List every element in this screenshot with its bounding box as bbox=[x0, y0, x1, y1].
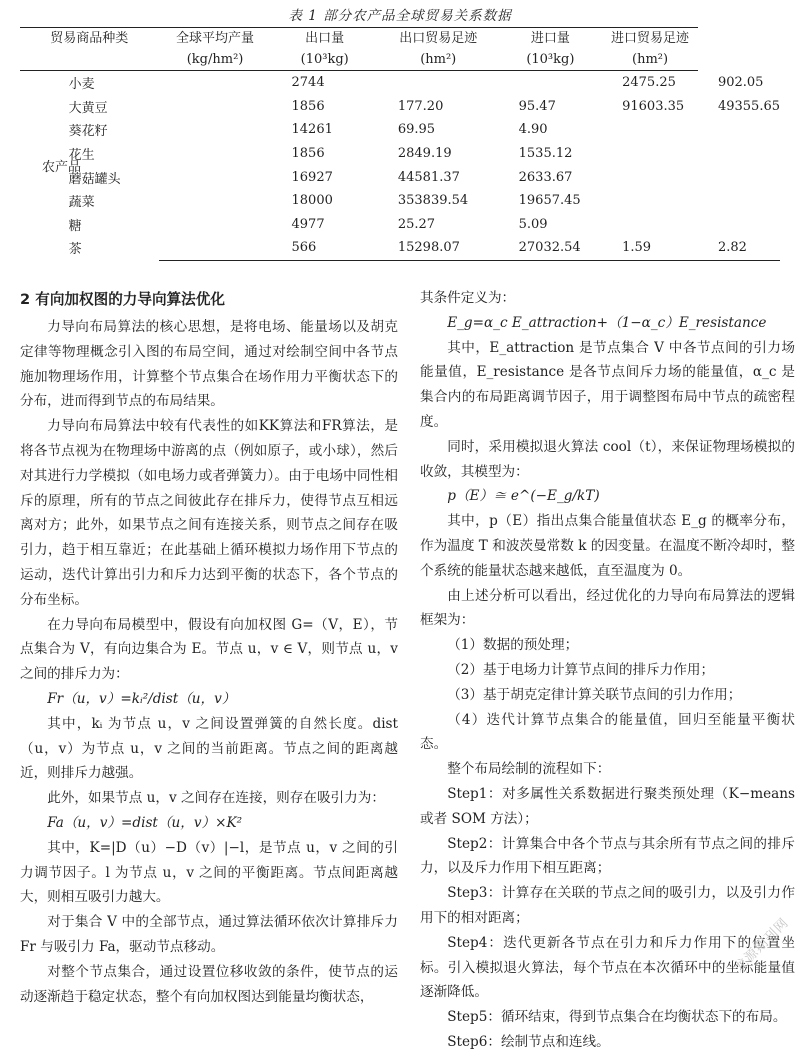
formula: E_g=α_c E_attraction+（1−α_c）E_resistance bbox=[447, 314, 767, 331]
table-row bbox=[20, 165, 780, 189]
value-cell: 2849.19 bbox=[397, 146, 452, 162]
commodity-name-cell: 蘑菇罐头 bbox=[68, 171, 121, 187]
table-row bbox=[20, 95, 780, 119]
header-cell: 进口贸易足迹 (hm²) bbox=[602, 28, 698, 71]
paragraph: （3）基于胡克定律计算关联节点间的引力作用； bbox=[447, 686, 742, 703]
value-cell: 15298.07 bbox=[378, 236, 499, 260]
table-header-row bbox=[20, 28, 780, 71]
paragraph: 力导向布局算法中较有代表性的如KK算法和FR算法，是将各节点视为在物理场中游离的点（例如原子，或小球），然后对其进行力学模拟（如电场力或者弹簧力）。由于电场中同性相斥的原理，所有的节点之间彼此存在排斥力，使得节点互相远离对方；此外，如果节点之间有连接关系，则节点之间存在吸引力，趋于相互靠近；在此基础上循环模拟力场作用下节点的运动，迭代计算出引力和斥力达到平衡的状态下，各个节点的分布坐标。 bbox=[20, 418, 398, 608]
table-caption: 表 1 部分农产品全球贸易关系数据 bbox=[288, 8, 512, 24]
value-cell: 27032.54 bbox=[499, 236, 602, 260]
paragraph: （1）数据的预处理； bbox=[447, 637, 579, 654]
paragraph: 其中，p（E）指出点集合能量值状态 E_g 的概率分布，作为温度 T 和波茨曼常数 k 的因变量。在温度不断冷却时，整个系统的能量状态越来越低，直至温度为 0。 bbox=[420, 513, 795, 579]
paragraph: Step5：循环结束，得到节点集合在均衡状态下的布局。 bbox=[447, 1009, 787, 1026]
value-cell: 25.27 bbox=[397, 216, 436, 232]
table-row bbox=[20, 118, 780, 142]
value-cell: 95.47 bbox=[518, 98, 556, 114]
paragraph: 整个布局绘制的流程如下： bbox=[447, 761, 611, 778]
value-cell bbox=[602, 165, 698, 189]
value-cell: 353839.54 bbox=[397, 193, 469, 209]
value-cell: 2633.67 bbox=[518, 169, 573, 185]
value-cell: 1535.12 bbox=[518, 146, 573, 162]
value-cell: 4977 bbox=[291, 216, 325, 232]
paragraph: 其中，kᵢ 为节点 u，v 之间设置弹簧的自然长度。dist（u，v）为节点 u，v 之间的当前距离。节点之间的距离越近，则排斥力越强。 bbox=[20, 715, 398, 782]
value-cell bbox=[698, 189, 780, 213]
value-cell: 1.59 bbox=[602, 236, 698, 260]
value-cell bbox=[602, 142, 698, 166]
paragraph: 其中，E_attraction 是节点集合 V 中各节点间的引力场能量值，E_resistance 是各节点间斥力场的能量值，α_c 是集合内的布局距离调节因子，用于调整图布局中节点的疏密程度。 bbox=[420, 339, 795, 430]
table-row bbox=[20, 213, 780, 237]
value-cell: 177.20 bbox=[397, 98, 444, 114]
header-cell: 进口量 (10³kg) bbox=[499, 28, 602, 71]
commodity-name-cell: 花生 bbox=[68, 148, 95, 164]
value-cell: 566 bbox=[272, 236, 378, 260]
header-cell: 全球平均产量 (kg/hm²) bbox=[159, 28, 272, 71]
paragraph: Step6：绘制节点和连线。 bbox=[447, 1033, 610, 1050]
value-cell: 18000 bbox=[291, 193, 333, 209]
commodity-name-cell: 糖 bbox=[68, 218, 82, 234]
watermark: 龙源期刊网 bbox=[731, 915, 792, 976]
left-text-column bbox=[20, 286, 398, 1009]
value-cell: 19657.45 bbox=[518, 193, 581, 209]
paragraph: 其条件定义为： bbox=[420, 290, 516, 306]
trade-data-table bbox=[20, 27, 780, 261]
commodity-name-cell: 茶 bbox=[31, 236, 144, 260]
formula: Fa（u，v）=dist（u，v）×K² bbox=[47, 814, 243, 831]
value-cell bbox=[499, 71, 602, 95]
value-cell: 5.09 bbox=[518, 216, 548, 232]
header-cell: 出口贸易足迹 (hm²) bbox=[378, 28, 499, 71]
value-cell: 44581.37 bbox=[397, 169, 460, 185]
table-row bbox=[20, 236, 780, 260]
value-cell bbox=[698, 142, 780, 166]
paragraph: 在力导向布局模型中，假设有向加权图 G=（V，E），节点集合为 V，有向边集合为 E。节点 u，v ∈ V，则节点 u，v 之间的排斥力为： bbox=[20, 616, 398, 683]
paragraph: 对于集合 V 中的全部节点，通过算法循环依次计算排斥力 Fr 与吸引力 Fa，驱动节点移动。 bbox=[20, 914, 398, 955]
paragraph: Step2：计算集合中各个节点与其余所有节点之间的排斥力，以及斥力作用下相互距离； bbox=[420, 835, 795, 877]
value-cell: 91603.35 bbox=[622, 98, 685, 114]
header-cell: 贸易商品种类 bbox=[20, 28, 159, 71]
paragraph: （2）基于电场力计算节点间的排斥力作用； bbox=[447, 661, 715, 678]
paragraph: 此外，如果节点 u，v 之间存在连接，则存在吸引力为： bbox=[47, 790, 385, 807]
right-text-column bbox=[420, 286, 795, 1055]
paragraph: 由上述分析可以看出，经过优化的力导向布局算法的逻辑框架为： bbox=[420, 587, 795, 629]
paragraph: 力导向布局算法的核心思想，是将电场、能量场以及胡克定律等物理概念引入图的布局空间，通过对绘制空间中各节点施加物理场作用，计算整个节点集合在场作用力平衡状态下的分布，进而得到节点的布局结果。 bbox=[20, 319, 398, 410]
value-cell: 1856 bbox=[291, 98, 325, 114]
value-cell: 16927 bbox=[291, 169, 333, 185]
value-cell bbox=[602, 189, 698, 213]
value-cell: 69.95 bbox=[397, 122, 436, 138]
value-cell bbox=[698, 165, 780, 189]
commodity-name-cell: 大黄豆 bbox=[68, 100, 108, 116]
section-heading: 2 有向加权图的力导向算法优化 bbox=[20, 291, 225, 308]
paragraph: （4）迭代计算节点集合的能量值，回归至能量平衡状态。 bbox=[420, 711, 795, 753]
value-cell: 1856 bbox=[291, 146, 325, 162]
value-cell: 902.05 bbox=[717, 75, 764, 91]
paragraph: Step1：对多属性关系数据进行聚类预处理（K−means或者 SOM 方法）； bbox=[420, 785, 795, 827]
formula: p（E）≅ e^(−E_g/kT) bbox=[447, 488, 600, 505]
table-row bbox=[20, 189, 780, 213]
commodity-name-cell: 葵花籽 bbox=[68, 124, 108, 140]
paragraph: Step3：计算存在关联的节点之间的吸引力，以及引力作用下的相对距离； bbox=[420, 885, 795, 926]
table-row bbox=[20, 71, 780, 95]
formula: Fr（u，v）=kᵢ²/dist（u，v） bbox=[47, 690, 236, 707]
value-cell bbox=[378, 71, 499, 95]
value-cell: 49355.65 bbox=[717, 98, 780, 114]
value-cell: 14261 bbox=[291, 122, 333, 138]
value-cell: 4.90 bbox=[518, 122, 548, 138]
value-cell bbox=[698, 213, 780, 237]
value-cell: 2744 bbox=[291, 75, 325, 91]
value-cell: 2475.25 bbox=[622, 75, 676, 91]
commodity-name-cell: 小麦 bbox=[68, 77, 95, 93]
paragraph: 其中，K=|D（u）−D（v）|−l，是节点 u，v 之间的引力调节因子。l 为节点 u，v 之间的平衡距离。节点间距离越大，则相互吸引力越大。 bbox=[20, 839, 398, 906]
table-row bbox=[20, 142, 780, 166]
value-cell bbox=[602, 213, 698, 237]
commodity-name-cell: 蔬菜 bbox=[68, 195, 95, 211]
paragraph: Step4：迭代更新各节点在引力和斥力作用下的位置坐标。引入模拟退火算法，每个节点在本次循环中的坐标能量值逐渐降低。 bbox=[420, 934, 795, 1001]
category-cell: 农产品 bbox=[42, 160, 82, 176]
value-cell bbox=[602, 118, 698, 142]
value-cell: 2.82 bbox=[698, 236, 780, 260]
header-cell: 出口量 (10³kg) bbox=[272, 28, 378, 71]
paragraph: 对整个节点集合，通过设置位移收敛的条件，使节点的运动逐渐趋于稳定状态，整个有向加权图达到能量均衡状态， bbox=[20, 963, 398, 1005]
paragraph: 同时，采用模拟退火算法 cool（t），来保证物理场模拟的收敛，其模型为： bbox=[420, 438, 795, 480]
value-cell bbox=[698, 118, 780, 142]
